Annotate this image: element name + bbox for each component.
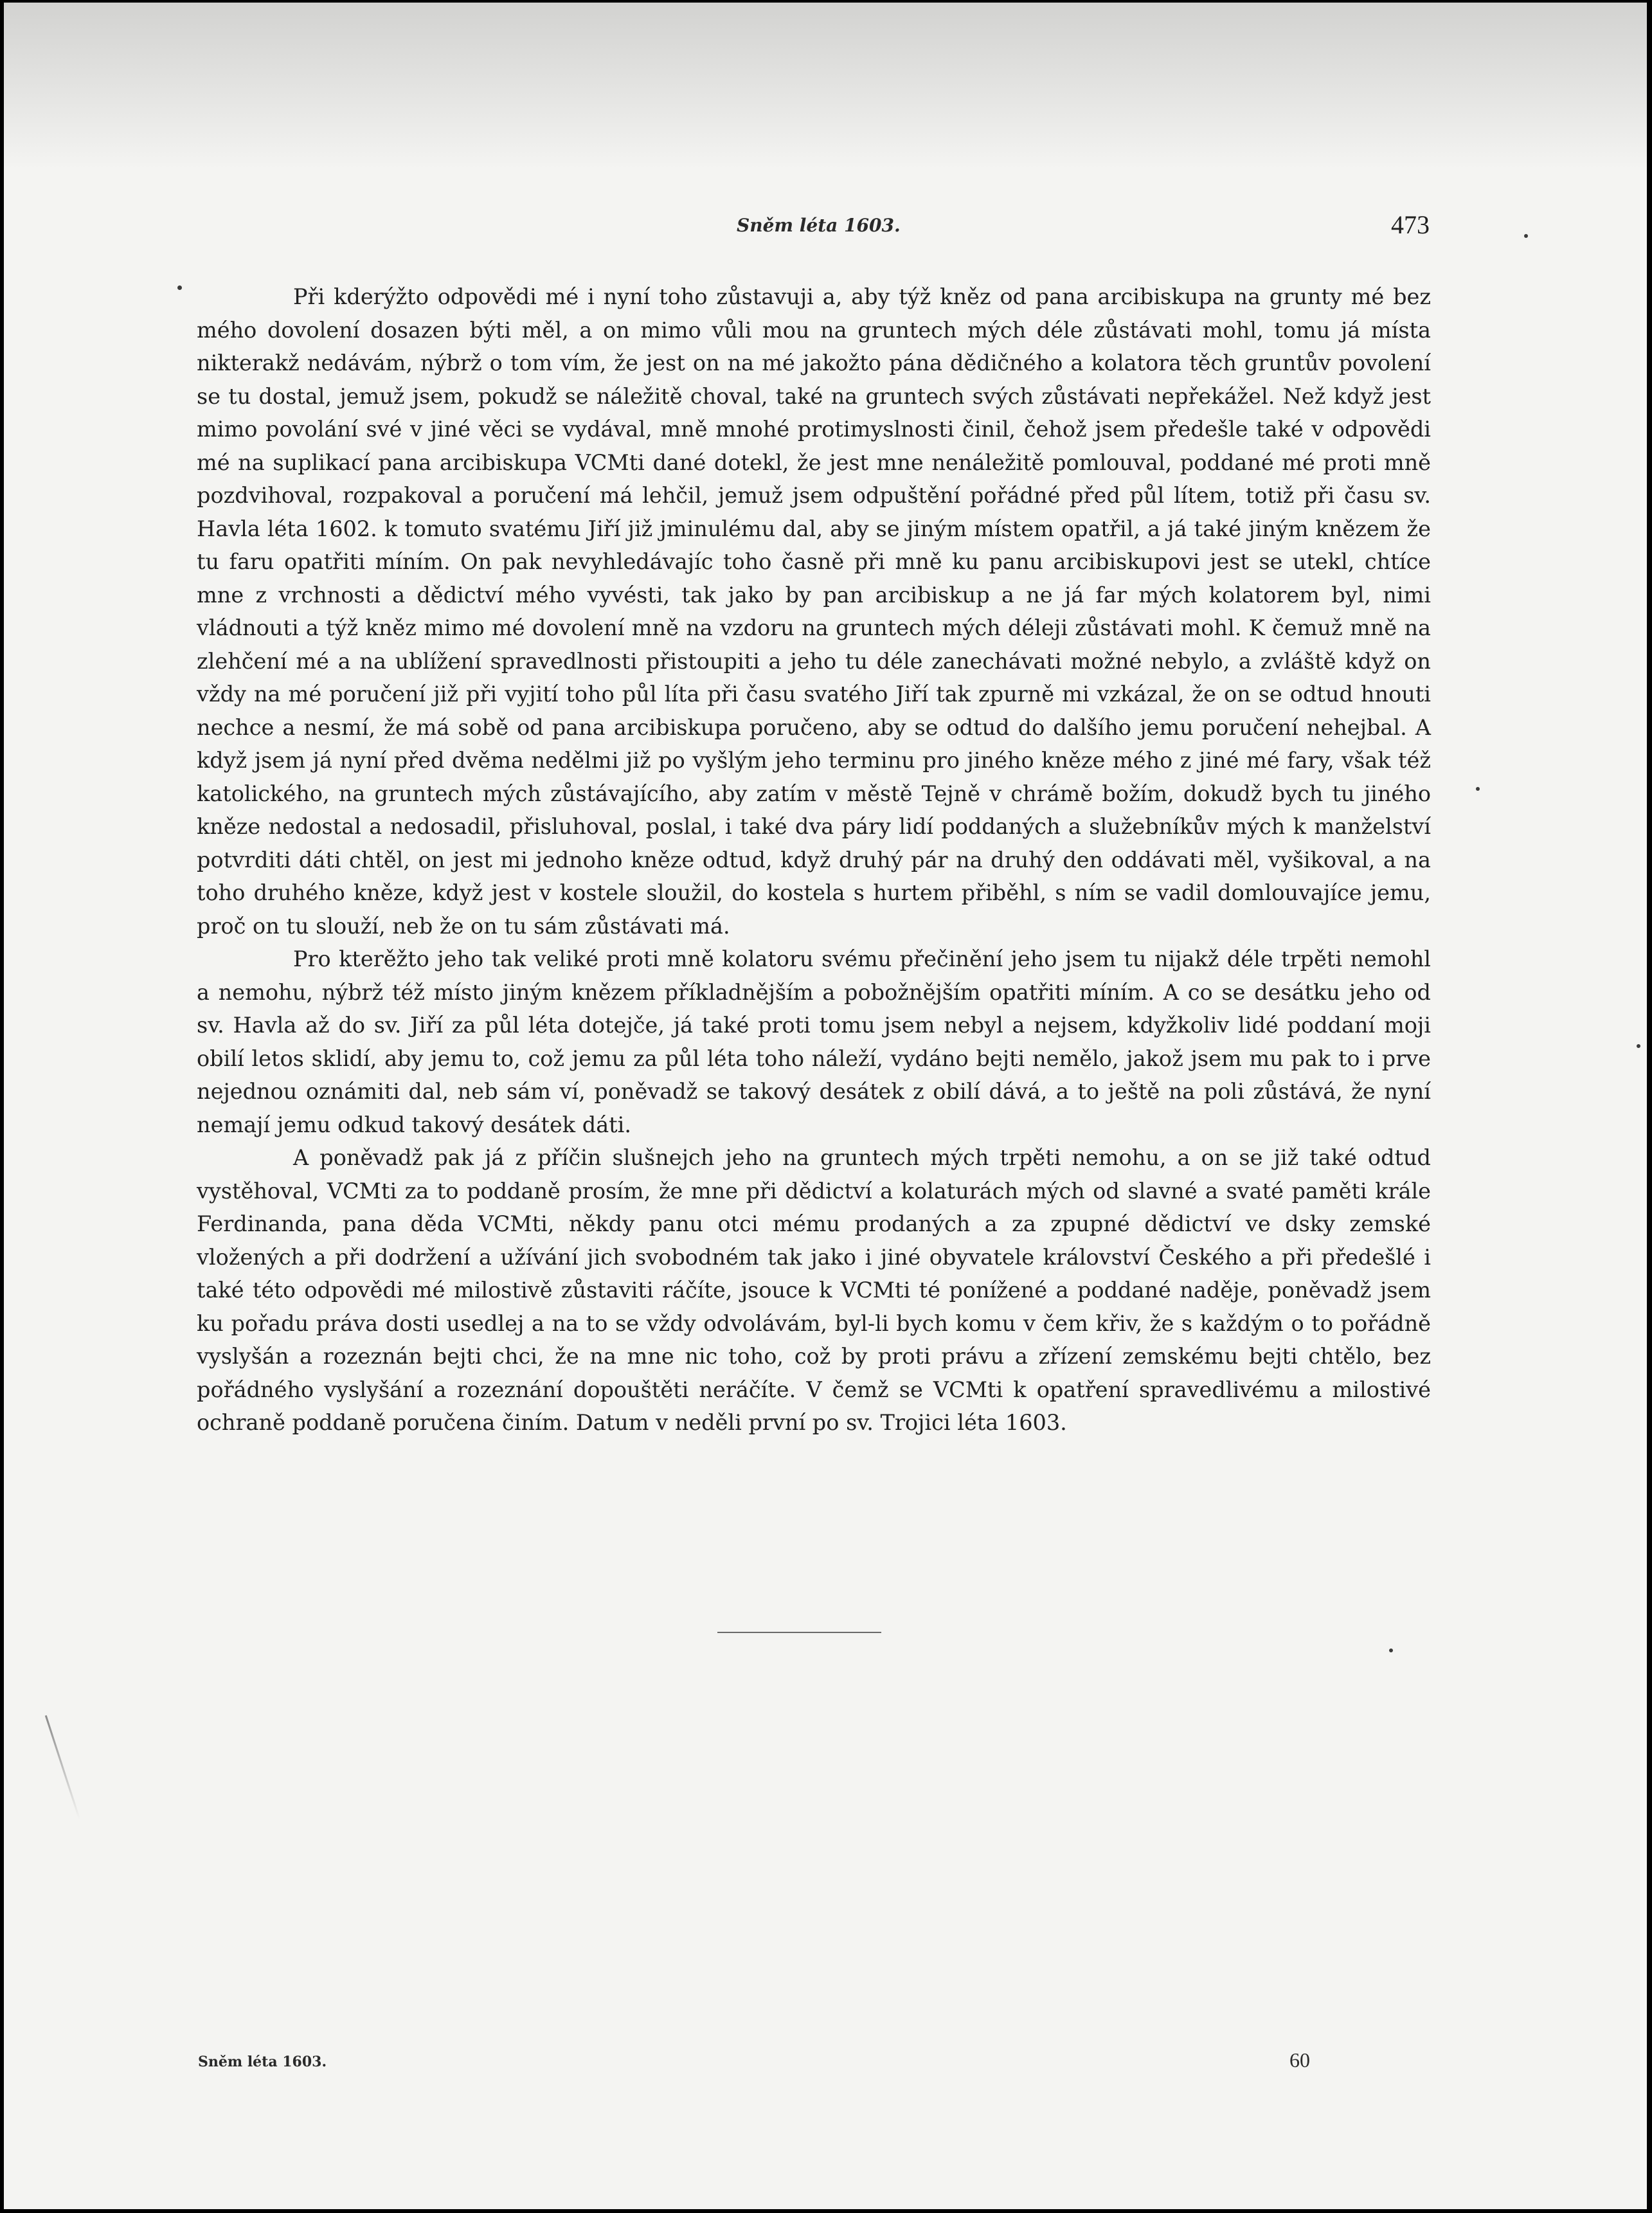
- scan-shading: [4, 3, 1647, 170]
- document-page: [4, 3, 1647, 2209]
- paragraph: A poněvadž pak já z příčin slušnejch jeho na gruntech mých trpěti nemohu, a on se již také odtud vystěhoval, VCMti za to poddaně prosím, že mne při dědictví a kolaturách mých od slavné a svaté paměti krále Ferdinanda, pana děda VCMti, někdy panu otci mému prodaných a za zpupné dědictví ve dsky zemské vložených a při dodržení a užívání jich svobodném tak jako i jiné obyvatele království Českého a při předešlé i také této odpovědi mé milostivě zůstaviti ráčíte, jsouce k VCMti té ponížené a poddané naděje, poněvadž jsem ku pořadu práva dosti usedlej a na to se vždy odvolávám, byl-li bych komu v čem křiv, že s každým o to pořádně vyslyšán a rozeznán bejti chci, že na mne nic toho, což by proti právu a zřízení zemskému bejti chtělo, bez pořádného vyslyšání a rozeznání dopouštěti neráčíte. V čemž se VCMti k opatření spravedlivému a milostivé ochraně poddaně poručena činím. Datum v neděli první po sv. Trojici léta 1603.: [197, 1145, 1431, 1435]
- scan-mark: [45, 1715, 80, 1820]
- scan-speck: [177, 285, 182, 290]
- paragraph: Pro kterěžto jeho tak veliké proti mně kolatoru svému přečinění jeho jsem tu nijakž déle trpěti nemohl a nemohu, nýbrž též místo jiným knězem příkladnějším a pobožnějším opatřiti míním. A co se desátku jeho od sv. Havla až do sv. Jiří za půl léta dotejče, já také proti tomu jsem nebyl a nejsem, kdyžkoliv lidé poddaní moji obilí letos sklidí, aby jemu to, což jemu za půl léta toho náleží, vydáno bejti nemělo, jakož jsem mu pak to i prve nejednou oznámiti dal, neb sám ví, poněvadž se takový desátek z obilí dává, a to ještě na poli zůstává, že nyní nemají jemu odkud takový desátek dáti.: [197, 946, 1431, 1137]
- closing-rule: [717, 1632, 881, 1633]
- scan-speck: [1637, 1044, 1640, 1048]
- footer-signature: Sněm léta 1603.: [198, 2054, 327, 2070]
- page-number: 473: [1391, 210, 1430, 239]
- footer-sheet-number: 60: [1289, 2048, 1310, 2072]
- paragraph: Při kderýžto odpovědi mé i nyní toho zůstavuji a, aby týž kněz od pana arcibiskupa na grunty mé bez mého dovolení dosazen býti měl, a on mimo vůli mou na gruntech mých déle zůstávati mohl, tomu já místa nikterakž nedávám, nýbrž o tom vím, že jest on na mé jakožto pána dědičného a kolatora těch gruntův povolení se tu dostal, jemuž jsem, pokudž se náležitě choval, také na gruntech svých zůstávati nepřekážel. Než když jest mimo povolání své v jiné věci se vydával, mně mnohé protimyslnosti činil, čehož jsem předešle také v odpovědi mé na suplikací pana arcibiskupa VCMti dané dotekl, že jest mne nenáležitě pomlouval, poddané mé proti mně pozdvihoval, rozpakoval a poručení má lehčil, jemuž jsem odpuštění pořádné před půl lítem, totiž při času sv. Havla léta 1602. k tomuto svatému Jiří již jminulému dal, aby se jiným místem opatřil, a já také jiným knězem že tu faru opatřiti míním. On pak nevyhledávajíc toho časně při mně ku panu arcibiskupovi jest se utekl, chtíce mne z vrchnosti a dědictví mého vyvésti, tak jako by pan arcibiskup a ne já far mých kolatorem byl, nimi vládnouti a týž kněz mimo mé dovolení mně na vzdoru na gruntech mých déleji zůstávati mohl. K čemuž mně na zlehčení mé a na ublížení spravedlnosti přistoupiti a jeho tu déle zanechávati možné nebylo, a zvláště když on vždy na mé poručení již při vyjití toho půl líta při času svatého Jiří tak zpurně mi vzkázal, že on se odtud hnouti nechce a nesmí, že má sobě od pana arcibiskupa poručeno, aby se odtud do dalšího jemu poručení nehejbal. A když jsem já nyní před dvěma nedělmi již po vyšlým jeho terminu pro jiného kněze mého z jiné mé fary, však též katolického, na gruntech mých zůstávajícího, aby zatím v městě Tejně v chrámě božím, dokudž bych tu jiného kněze nedostal a nedosadil, přisluhoval, poslal, i také dva páry lidí poddaných a služebníkův mých k manželství potvrditi dáti chtěl, on jest mi jednoho kněze odtud, když druhý pár na druhý den oddávati měl, vyšikoval, a na toho druhého kněze, když jest v kostele sloužil, do kostela s hurtem přiběhl, s ním se vadil domlouvajíce jemu, proč on tu slouží, neb že on tu sám zůstávati má.: [197, 284, 1431, 939]
- body-text: [197, 280, 1431, 1440]
- scan-speck: [1476, 787, 1480, 791]
- running-head: Sněm léta 1603.: [737, 215, 901, 236]
- scan-speck: [1389, 1648, 1393, 1652]
- scan-speck: [1524, 234, 1528, 238]
